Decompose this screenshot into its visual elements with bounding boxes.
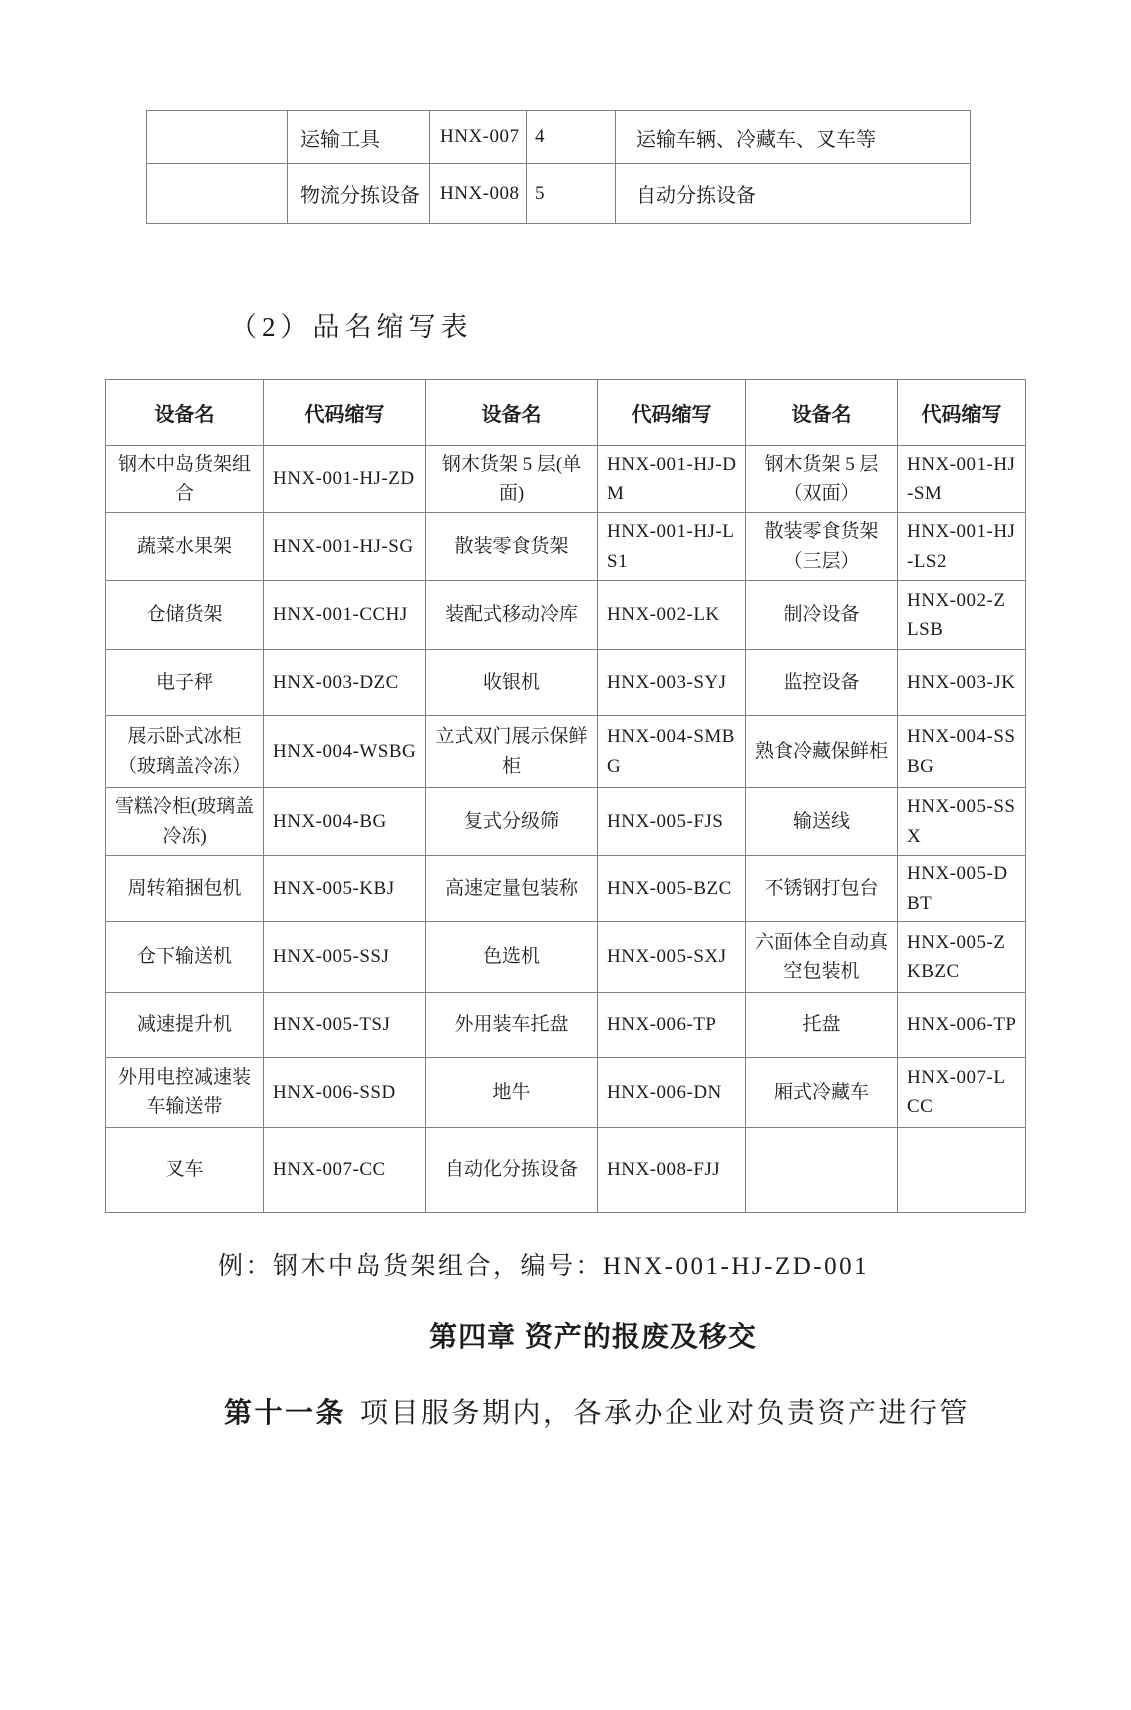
cell-code: HNX-005-DBT	[898, 856, 1026, 922]
table-row	[106, 1057, 1026, 1127]
cell-device-name: 地牛	[426, 1057, 598, 1127]
cell-code: HNX-005-SSJ	[264, 921, 426, 992]
cell-code: HNX-005-KBJ	[264, 856, 426, 922]
table-row	[106, 581, 1026, 650]
cell-device-name: 输送线	[746, 788, 898, 856]
table-row	[106, 788, 1026, 856]
cell-code: HNX-004-BG	[264, 788, 426, 856]
cell-device-name: 高速定量包装称	[426, 856, 598, 922]
cell-device-name: 外用电控减速装车输送带	[106, 1057, 264, 1127]
cell-device-name: 叉车	[106, 1127, 264, 1212]
cell-code: HNX-001-HJ-LS1	[598, 513, 746, 581]
cell-device-name: 色选机	[426, 921, 598, 992]
cell-code: HNX-006-SSD	[264, 1057, 426, 1127]
cell-device-name: 电子秤	[106, 650, 264, 716]
cell-code: HNX-006-DN	[598, 1057, 746, 1127]
cell-device-name: 立式双门展示保鲜柜	[426, 716, 598, 788]
cell-quantity: 5	[527, 164, 616, 224]
cell-code: HNX-001-HJ-SM	[898, 446, 1026, 513]
cell-device-name: 仓储货架	[106, 581, 264, 650]
cell-code: HNX-007-LCC	[898, 1057, 1026, 1127]
cell-description: 运输车辆、冷藏车、叉车等	[616, 111, 971, 164]
cell-device-name: 复式分级筛	[426, 788, 598, 856]
table-row	[106, 650, 1026, 716]
cell-code: HNX-008	[430, 164, 527, 224]
table-row	[106, 992, 1026, 1057]
table-row	[106, 1127, 1026, 1212]
cell-device-name: 仓下输送机	[106, 921, 264, 992]
clause-label: 第十一条	[224, 1397, 347, 1429]
cell-code: HNX-001-CCHJ	[264, 581, 426, 650]
cell-device-name: 托盘	[746, 992, 898, 1057]
cell-device-name: 自动化分拣设备	[426, 1127, 598, 1212]
cell-code: HNX-003-JK	[898, 650, 1026, 716]
asset-category-table	[146, 110, 971, 224]
column-header: 代码缩写	[598, 380, 746, 446]
cell-code: HNX-004-SSBG	[898, 716, 1026, 788]
cell-device-name: 展示卧式冰柜（玻璃盖冷冻）	[106, 716, 264, 788]
cell-code: HNX-005-SSX	[898, 788, 1026, 856]
cell-code: HNX-001-HJ-ZD	[264, 446, 426, 513]
cell-device-name: 蔬菜水果架	[106, 513, 264, 581]
cell-code: HNX-003-DZC	[264, 650, 426, 716]
cell-device-name: 钢木货架 5 层(单面)	[426, 446, 598, 513]
cell-code: HNX-008-FJJ	[598, 1127, 746, 1212]
table-row	[147, 111, 971, 164]
table-row	[106, 446, 1026, 513]
chapter-heading: 第四章 资产的报废及移交	[429, 1321, 757, 1353]
cell-code: HNX-005-BZC	[598, 856, 746, 922]
cell-code: HNX-006-TP	[898, 992, 1026, 1057]
cell-device-name: 周转箱捆包机	[106, 856, 264, 922]
column-header: 设备名	[746, 380, 898, 446]
section-heading: （2）品名缩写表	[230, 312, 473, 342]
cell-equipment-name: 运输工具	[288, 111, 430, 164]
table-row	[106, 921, 1026, 992]
cell-description: 自动分拣设备	[616, 164, 971, 224]
cell-device-name: 厢式冷藏车	[746, 1057, 898, 1127]
cell-device-name: 减速提升机	[106, 992, 264, 1057]
cell-device-name: 不锈钢打包台	[746, 856, 898, 922]
cell-device-name: 装配式移动冷库	[426, 581, 598, 650]
cell-code: HNX-006-TP	[598, 992, 746, 1057]
cell-code: HNX-005-SXJ	[598, 921, 746, 992]
column-header: 代码缩写	[264, 380, 426, 446]
cell-device-name: 钢木中岛货架组合	[106, 446, 264, 513]
cell-code: HNX-001-HJ-DM	[598, 446, 746, 513]
cell-code: HNX-007	[430, 111, 527, 164]
cell-device-name: 制冷设备	[746, 581, 898, 650]
cell-code: HNX-004-SMBG	[598, 716, 746, 788]
table-row	[106, 513, 1026, 581]
cell-code: HNX-001-HJ-LS2	[898, 513, 1026, 581]
cell-code: HNX-004-WSBG	[264, 716, 426, 788]
cell-code: HNX-005-FJS	[598, 788, 746, 856]
table-header-row	[106, 380, 1026, 446]
cell-code: HNX-002-ZLSB	[898, 581, 1026, 650]
table-row	[147, 164, 971, 224]
document-page	[0, 110, 1131, 1710]
cell-device-name: 散装零食货架（三层）	[746, 513, 898, 581]
cell-equipment-name: 物流分拣设备	[288, 164, 430, 224]
cell-device-name	[746, 1127, 898, 1212]
cell-device-name: 收银机	[426, 650, 598, 716]
cell-device-name: 熟食冷藏保鲜柜	[746, 716, 898, 788]
cell-code: HNX-002-LK	[598, 581, 746, 650]
cell-code: HNX-007-CC	[264, 1127, 426, 1212]
cell-category	[147, 164, 288, 224]
cell-device-name: 雪糕冷柜(玻璃盖冷冻)	[106, 788, 264, 856]
cell-device-name: 散装零食货架	[426, 513, 598, 581]
example-line: 例：钢木中岛货架组合，编号：HNX-001-HJ-ZD-001	[218, 1252, 870, 1280]
cell-code: HNX-005-TSJ	[264, 992, 426, 1057]
cell-quantity: 4	[527, 111, 616, 164]
column-header: 代码缩写	[898, 380, 1026, 446]
cell-device-name: 外用装车托盘	[426, 992, 598, 1057]
column-header: 设备名	[106, 380, 264, 446]
table-row	[106, 716, 1026, 788]
clause-paragraph	[224, 1396, 1131, 1432]
abbreviation-table	[105, 379, 1026, 1213]
table-row	[106, 856, 1026, 922]
cell-code	[898, 1127, 1026, 1212]
cell-device-name: 监控设备	[746, 650, 898, 716]
cell-code: HNX-001-HJ-SG	[264, 513, 426, 581]
cell-category	[147, 111, 288, 164]
clause-text: 项目服务期内，各承办企业对负责资产进行管	[360, 1397, 971, 1429]
cell-code: HNX-003-SYJ	[598, 650, 746, 716]
cell-device-name: 六面体全自动真空包装机	[746, 921, 898, 992]
column-header: 设备名	[426, 380, 598, 446]
cell-device-name: 钢木货架 5 层（双面）	[746, 446, 898, 513]
cell-code: HNX-005-ZKBZC	[898, 921, 1026, 992]
